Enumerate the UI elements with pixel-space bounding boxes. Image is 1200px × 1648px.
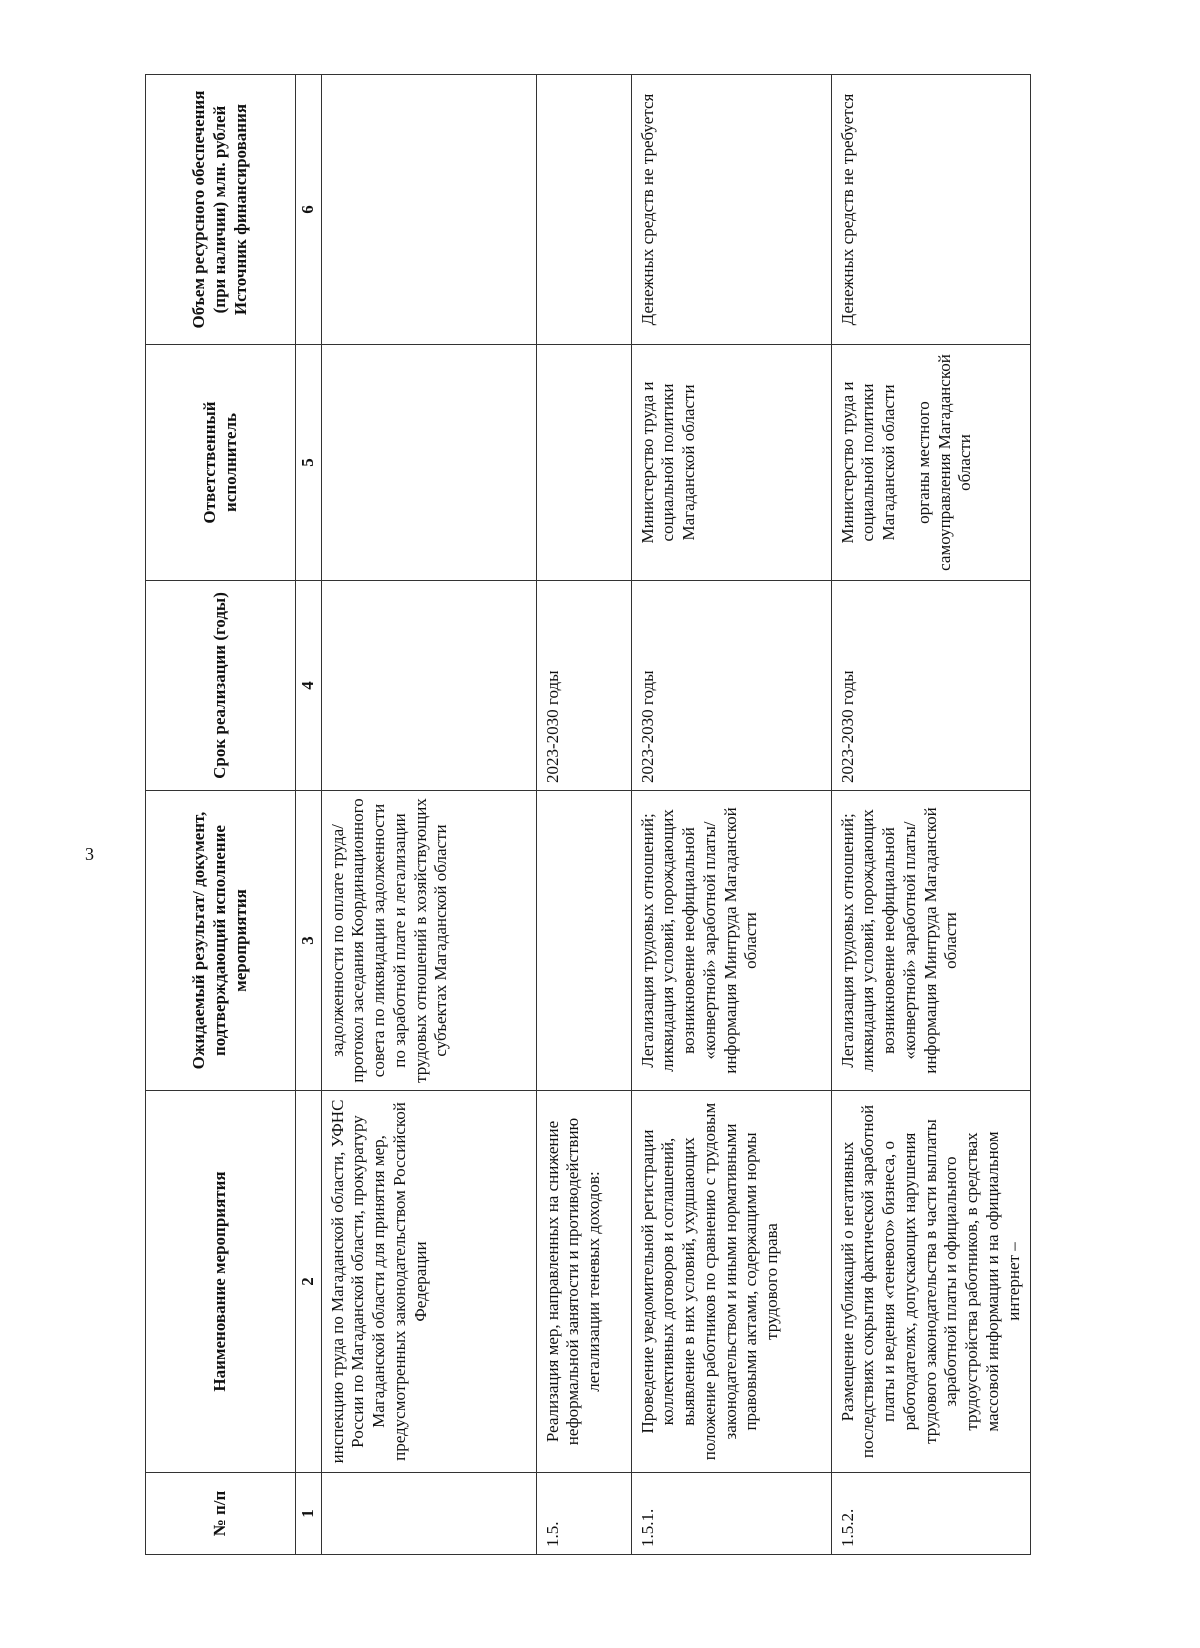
row-term: 2023-2030 годы <box>631 581 831 791</box>
page-number: 3 <box>85 844 94 864</box>
row-funding: Денежных средств не требуется <box>631 75 831 345</box>
row-term <box>321 581 536 791</box>
header-result: Ожидаемый результат/ документ, подтверждающий исполнение мероприятия <box>146 791 296 1091</box>
row-term: 2023-2030 годы <box>831 581 1031 791</box>
row-executor-text: Министерство труда и социальной политики Магаданской области <box>837 381 899 544</box>
table-row <box>321 75 536 1555</box>
column-number: 5 <box>296 345 322 581</box>
column-number: 3 <box>296 791 322 1091</box>
row-result: Легализация трудовых отношений; ликвидация условий, порождающих возникновение неофициальной «конвертной» заработной платы/информация Минтруда Магаданской области <box>831 791 1031 1091</box>
header-term: Срок реализации (годы) <box>146 581 296 791</box>
row-executor <box>536 345 631 581</box>
header-name: Наименование мероприятия <box>146 1091 296 1473</box>
row-funding <box>536 75 631 345</box>
table-row <box>536 75 631 1555</box>
row-executor <box>631 345 831 581</box>
row-num: 1.5.1. <box>631 1473 831 1555</box>
row-executor-secondary: органы местного самоуправления Магаданской области <box>913 354 975 571</box>
row-term: 2023-2030 годы <box>536 581 631 791</box>
row-funding <box>321 75 536 345</box>
row-num <box>321 1473 536 1555</box>
column-number-row <box>296 75 322 1555</box>
header-funding: Объем ресурсного обеспечения (при наличии) млн. рублей Источник финансирования <box>146 75 296 345</box>
row-name: Реализация мер, направленных на снижение неформальной занятости и противодействию легализации теневых доходов: <box>536 1091 631 1473</box>
column-number: 2 <box>296 1091 322 1473</box>
rotated-table-wrapper <box>145 75 1023 1555</box>
header-row <box>146 75 296 1555</box>
row-result: задолженности по оплате труда/протокол заседания Координационного совета по ликвидации задолженности по заработной плате и легализации трудовых отношений в хозяйствующих субъектах Магаданской области <box>321 791 536 1091</box>
row-result: Легализация трудовых отношений; ликвидация условий, порождающих возникновение неофициальной «конвертной» заработной платы/информация Минтруда Магаданской области <box>631 791 831 1091</box>
column-number: 1 <box>296 1473 322 1555</box>
row-num: 1.5. <box>536 1473 631 1555</box>
row-executor-text: Министерство труда и социальной политики Магаданской области <box>637 381 699 544</box>
row-name: инспекцию труда по Магаданской области, УФНС России по Магаданской области, прокуратуру Магаданской области для принятия мер, предусмотренных законодательством Российской Федерации <box>321 1091 536 1473</box>
table-row <box>831 75 1031 1555</box>
measures-table <box>145 74 1031 1555</box>
table-row <box>631 75 831 1555</box>
row-executor <box>831 345 1031 581</box>
executor-gap <box>900 352 914 573</box>
row-executor <box>321 345 536 581</box>
header-executor: Ответственный исполнитель <box>146 345 296 581</box>
row-funding: Денежных средств не требуется <box>831 75 1031 345</box>
row-result <box>536 791 631 1091</box>
row-name: Размещение публикаций о негативных последствиях сокрытия фактической заработной платы и ведения «теневого» бизнеса, о работодателях, допускающих нарушения трудового законодательства в части выплаты заработной платы и официального трудоустройства работников, в средствах массовой информации и на официальном интернет – <box>831 1091 1031 1473</box>
column-number: 4 <box>296 581 322 791</box>
row-name: Проведение уведомительной регистрации коллективных договоров и соглашений, выявление в них условий, ухудшающих положение работников по сравнению с трудовым законодательством и иными нормативными правовыми актами, содержащими нормы трудового права <box>631 1091 831 1473</box>
column-number: 6 <box>296 75 322 345</box>
row-num: 1.5.2. <box>831 1473 1031 1555</box>
header-num: № п/п <box>146 1473 296 1555</box>
